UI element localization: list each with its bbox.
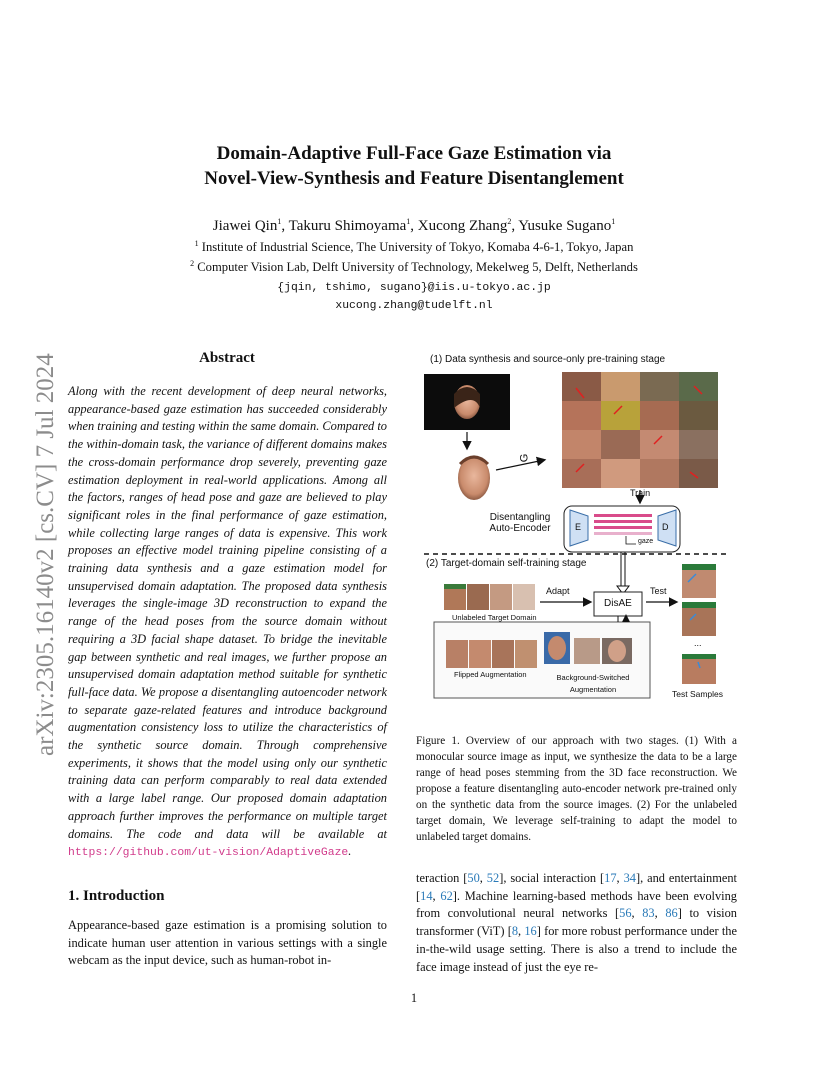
intro-text: , (432, 888, 441, 903)
g-label: G (518, 453, 531, 463)
citation-link[interactable]: 17 (604, 871, 617, 885)
email-line-1: {jqin, tshimo, sugano}@iis.u-tokyo.ac.jp (277, 282, 551, 294)
author-affiliation-mark: 1 (406, 217, 411, 226)
intro-text: ] to vision transformer (ViT) [ (416, 906, 737, 939)
arxiv-identifier (32, 306, 59, 756)
title-line-2: Novel-View-Synthesis and Feature Disentanglement (204, 168, 624, 189)
background-switched-line-1: Background-Switched (556, 673, 630, 682)
stage-1-label: (1) Data synthesis and source-only pre-training stage (430, 354, 666, 365)
page-number: 1 (410, 991, 418, 1005)
test-label: Test (650, 586, 667, 596)
flipped-augmentation-label: Flipped Augmentation (454, 670, 527, 679)
citation-link[interactable]: 56 (619, 906, 632, 921)
author-name: Yusuke Sugano (518, 218, 612, 234)
abstract-text: Along with the recent development of deep neural networks, appearance-based gaze estimation has succeeded considerably when training and testing within the same domain. Compared to the within-domain task, the variance of different domains makes the cross-domain performance drop severely, preventing gaze estimation deployment in real-world applications. Among all the factors, ranges of head pose and gaze are believed to play significant roles in the final performance of gaze estimation, while collecting large ranges of data is expensive. This work proposes an effective model training pipeline consisting of a training data synthesis and a gaze estimation model for unsupervised domain adaptation. The proposed data synthesis leverages the single-image 3D reconstruction to expand the range of the head poses from the source domain without requiring a 3D facial shape dataset. To bridge the inevitable gap between synthetic and real images, we further propose an unsupervised domain adaptation method suitable for synthetic full-face data. We propose a disentangling autoencoder network to separate gaze-related features and introduce background augmentation consistency loss to utilize the characteristics of the synthetic source domain. Through comprehensive experiments, it shows that the model using only our synthetic training data can perform comparably to real data extended with a large label range. Our proposed domain adaptation approach further improves the performance on multiple target domains. The code and data will be available at (68, 384, 387, 841)
author-affiliation-mark: 1 (611, 217, 616, 226)
citation-link[interactable]: 86 (665, 906, 678, 921)
email-line-2: xucong.zhang@tudelft.nl (335, 300, 493, 312)
intro-text: ]. Machine learning-based methods have been evolving from convolutional neural networks [ (416, 888, 737, 921)
intro-text: ], social interaction [ (499, 871, 605, 885)
intro-text: , (631, 906, 643, 921)
synthetic-image-grid (562, 372, 718, 488)
abstract-body (68, 383, 387, 863)
author-name: Jiawei Qin (212, 218, 278, 234)
adapt-label: Adapt (546, 586, 570, 596)
gaze-label: gaze (638, 538, 654, 545)
citation-link[interactable]: 62 (440, 888, 453, 903)
intro-text: , (479, 871, 487, 885)
author-name: Xucong Zhang (417, 218, 508, 234)
disae-box-label: DisAE (604, 598, 632, 609)
train-label: Train (630, 488, 651, 498)
disae-title-line-1: Disentangling (489, 512, 551, 523)
citation-link[interactable]: 16 (524, 924, 537, 939)
test-sample-images (682, 564, 716, 684)
intro-text: teraction [ (416, 871, 468, 885)
section-heading-introduction: 1. Introduction (68, 888, 165, 904)
author-affiliation-mark: 2 (507, 217, 512, 226)
disae-title (484, 512, 556, 534)
affiliation-number: 1 (194, 238, 199, 248)
affiliation-text: Institute of Industrial Science, The University of Tokyo, Komaba 4-6-1, Tokyo, Japan (201, 240, 634, 254)
affiliation-number: 2 (190, 258, 195, 268)
intro-text: , (616, 871, 624, 885)
disae-title-line-2: Auto-Encoder (489, 523, 551, 534)
affiliation-1 (120, 239, 708, 256)
figure-1-caption: Figure 1. Overview of our approach with two stages. (1) With a monocular source image as input, we synthesize the data to be a large range of head poses stemming from the 3D face reconstruction. We propose a feature disentangling auto-encoder network pre-trained only on the synthetic data from the source images. (2) For the unlabeled target domain, We leverage self-training to adapt the model to unlabeled target domains. (416, 735, 737, 843)
arxiv-identifier-text: arXiv:2305.16140v2 [cs.CV] 7 Jul 2024 (32, 353, 59, 756)
author-affiliation-mark: 1 (277, 217, 282, 226)
citation-link[interactable]: 52 (486, 871, 500, 885)
citation-link[interactable]: 8 (511, 924, 519, 939)
background-switched-label (550, 672, 636, 696)
citation-link[interactable]: 14 (420, 888, 433, 903)
citation-link[interactable]: 34 (623, 871, 636, 885)
unlabeled-target-images (444, 584, 535, 610)
intro-text: ], and entertainment [ (416, 871, 738, 903)
stage-2-label: (2) Target-domain self-training stage (426, 558, 587, 569)
ellipsis-label: ... (694, 638, 702, 648)
unlabeled-target-label: Unlabeled Target Domain (452, 613, 537, 622)
citation-link[interactable]: 83 (642, 906, 655, 921)
intro-paragraph-left: Appearance-based gaze estimation is a promising solution to indicate human user attention in various settings with a single webcam as the input device, such as human-robot in- (68, 918, 387, 968)
paper-title (120, 141, 708, 191)
figure-1 (414, 352, 740, 708)
test-samples-label: Test Samples (672, 689, 724, 699)
abstract-heading: Abstract (199, 350, 255, 366)
author-name: Takuru Shimoyama (288, 218, 407, 234)
affiliation-text: Computer Vision Lab, Delft University of Technology, Mekelweg 5, Delft, Netherlands (197, 260, 638, 274)
intro-text: , (654, 906, 666, 921)
code-link[interactable]: https://github.com/ut-vision/AdaptiveGaze (68, 847, 349, 860)
abstract-end: . (348, 844, 352, 859)
title-line-1: Domain-Adaptive Full-Face Gaze Estimation via (216, 143, 612, 164)
intro-text: ] for more robust performance under the in-the-wild usage setting. There is also a trend to include the face image instead of just the eye re- (416, 924, 738, 974)
author-list: Jiawei Qin$^1$, Takuru Shimoyama$^1$, Xucong Zhang$^2$, Yusuke Sugano$^1$ (212, 217, 616, 234)
decoder-label: D (662, 522, 669, 532)
intro-paragraph-right (416, 870, 737, 976)
citation-link[interactable]: 50 (467, 871, 480, 885)
background-switched-line-2: Augmentation (569, 685, 617, 694)
intro-text: , (518, 924, 525, 939)
encoder-label: E (575, 522, 582, 532)
affiliation-2 (120, 259, 708, 276)
